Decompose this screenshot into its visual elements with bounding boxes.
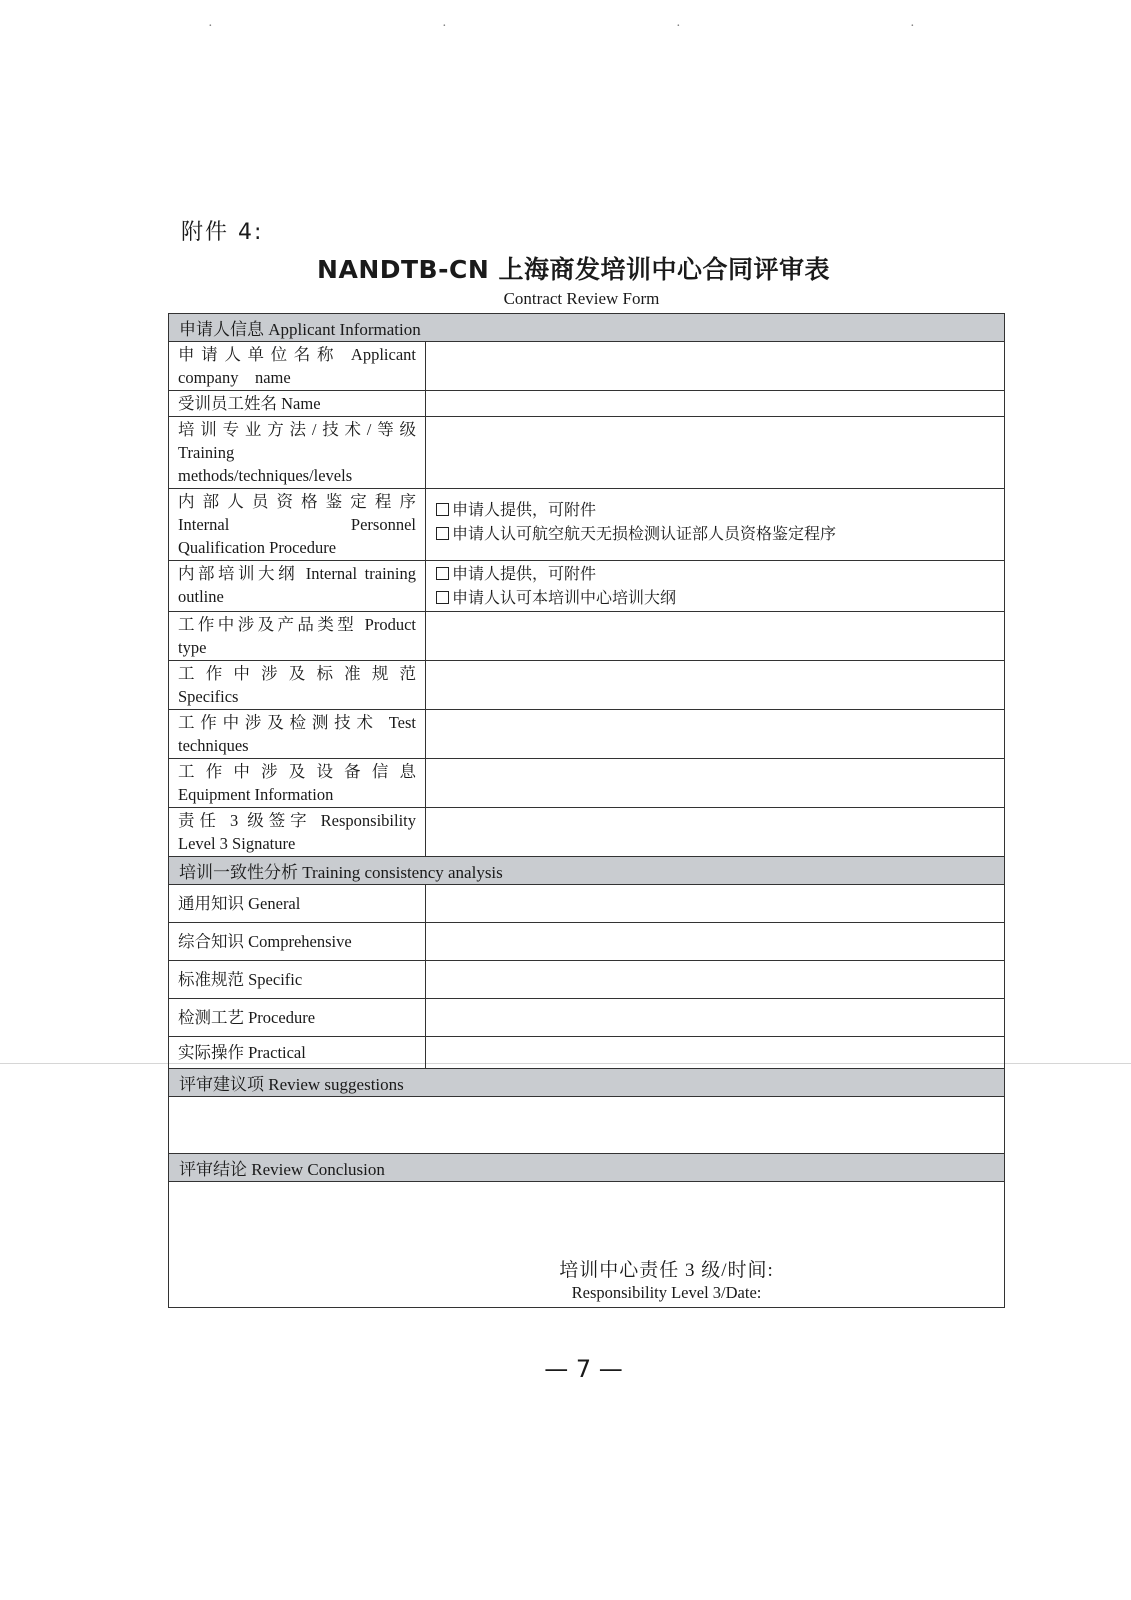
form-row bbox=[169, 710, 1004, 759]
section-applicant-header bbox=[169, 314, 1004, 342]
label-en: company name bbox=[178, 368, 291, 387]
label-en: methods/techniques/levels bbox=[178, 466, 353, 485]
option-row[interactable] bbox=[436, 587, 994, 611]
label-zh: 责任 3 级签字 Responsibility bbox=[178, 811, 416, 830]
option-label: 申请人认可本培训中心培训大纲 bbox=[452, 590, 677, 607]
checkbox[interactable] bbox=[436, 567, 449, 580]
label-zh: 工作中涉及设备信息 bbox=[178, 762, 416, 781]
form-row bbox=[169, 561, 1004, 612]
section-suggestions-header bbox=[169, 1069, 1004, 1097]
label-en: Internal Personnel bbox=[178, 515, 416, 534]
attachment-label: 附件 4: bbox=[181, 220, 264, 245]
option-label: 申请人提供，可附件 bbox=[452, 566, 597, 583]
signature-label-en: Responsibility Level 3/Date: bbox=[571, 1283, 762, 1302]
form-row bbox=[169, 923, 1004, 961]
row-label: 实际操作 Practical bbox=[169, 1037, 426, 1068]
row-label bbox=[169, 342, 426, 390]
row-label bbox=[169, 808, 426, 856]
label-en: Equipment Information bbox=[178, 785, 334, 804]
label-zh: 工作中涉及产品类型 Product bbox=[178, 615, 416, 634]
row-label bbox=[169, 417, 426, 488]
checkbox[interactable] bbox=[436, 527, 449, 540]
label-zh: 培训专业方法/技术/等级 bbox=[178, 420, 416, 439]
signature-label-zh: 培训中心责任 3 级/时间: bbox=[559, 1260, 774, 1281]
row-label bbox=[169, 391, 426, 416]
form-row bbox=[169, 417, 1004, 489]
row-label: 综合知识 Comprehensive bbox=[169, 923, 426, 960]
trainee-name-field[interactable] bbox=[426, 391, 1004, 416]
form-row bbox=[169, 1037, 1004, 1069]
review-suggestions-field[interactable] bbox=[169, 1097, 1004, 1154]
label-en: outline bbox=[178, 587, 224, 606]
label-en: Qualification Procedure bbox=[178, 538, 337, 557]
row-label bbox=[169, 710, 426, 758]
qualification-options bbox=[426, 489, 1004, 560]
review-conclusion-field[interactable] bbox=[169, 1182, 1004, 1307]
applicant-company-field[interactable] bbox=[426, 342, 1004, 390]
label-zh: 工作中涉及标准规范 bbox=[178, 664, 416, 683]
form-row bbox=[169, 489, 1004, 561]
label-en: techniques bbox=[178, 736, 249, 755]
specifics-field[interactable] bbox=[426, 661, 1004, 709]
form-row bbox=[169, 885, 1004, 923]
form-row bbox=[169, 612, 1004, 661]
option-label: 申请人提供，可附件 bbox=[452, 502, 597, 519]
practical-field[interactable] bbox=[426, 1047, 1004, 1059]
form-row bbox=[169, 759, 1004, 808]
label-zh: 内部人员资格鉴定程序 bbox=[178, 492, 416, 511]
section-title: 培训一致性分析 Training consistency analysis bbox=[179, 863, 503, 882]
label-en: type bbox=[178, 638, 207, 657]
product-type-field[interactable] bbox=[426, 612, 1004, 660]
test-techniques-field[interactable] bbox=[426, 710, 1004, 758]
specific-field[interactable] bbox=[426, 974, 1004, 986]
label-en: Level 3 Signature bbox=[178, 834, 296, 853]
section-training-header bbox=[169, 857, 1004, 885]
section-title: 评审结论 Review Conclusion bbox=[179, 1160, 385, 1179]
training-methods-field[interactable] bbox=[426, 417, 1004, 488]
contract-review-form bbox=[168, 313, 1005, 1308]
option-row[interactable] bbox=[436, 499, 994, 523]
page-subtitle: Contract Review Form bbox=[503, 289, 660, 308]
page-number: — 7 — bbox=[544, 1355, 623, 1383]
label-zh: 内部培训大纲 Internal training bbox=[178, 564, 416, 583]
level3-signature-field[interactable] bbox=[426, 808, 1004, 856]
form-row bbox=[169, 999, 1004, 1037]
label-zh: 受训员工姓名 Name bbox=[178, 394, 321, 413]
row-label: 检测工艺 Procedure bbox=[169, 999, 426, 1036]
form-row bbox=[169, 391, 1004, 417]
row-label bbox=[169, 489, 426, 560]
row-label bbox=[169, 612, 426, 660]
row-label: 通用知识 General bbox=[169, 885, 426, 922]
scan-mark: · bbox=[676, 19, 681, 34]
comprehensive-field[interactable] bbox=[426, 936, 1004, 948]
form-row bbox=[169, 661, 1004, 710]
option-label: 申请人认可航空航天无损检测认证部人员资格鉴定程序 bbox=[452, 526, 837, 543]
page-title: NANDTB-CN 上海商发培训中心合同评审表 bbox=[317, 255, 830, 284]
form-row bbox=[169, 808, 1004, 857]
section-conclusion-header bbox=[169, 1154, 1004, 1182]
label-zh: 申请人单位名称 Applicant bbox=[178, 345, 416, 364]
row-label: 标准规范 Specific bbox=[169, 961, 426, 998]
general-field[interactable] bbox=[426, 898, 1004, 910]
section-title: 申请人信息 Applicant Information bbox=[179, 320, 421, 339]
row-label bbox=[169, 661, 426, 709]
procedure-field[interactable] bbox=[426, 1012, 1004, 1024]
training-outline-options bbox=[426, 561, 1004, 611]
equipment-info-field[interactable] bbox=[426, 759, 1004, 807]
row-label bbox=[169, 561, 426, 611]
label-en: Specifics bbox=[178, 687, 239, 706]
checkbox[interactable] bbox=[436, 503, 449, 516]
form-row bbox=[169, 961, 1004, 999]
row-label bbox=[169, 759, 426, 807]
option-row[interactable] bbox=[436, 563, 994, 587]
label-zh: 工作中涉及检测技术 Test bbox=[178, 713, 416, 732]
scan-mark: · bbox=[910, 19, 915, 34]
scan-mark: · bbox=[208, 19, 213, 34]
section-title: 评审建议项 Review suggestions bbox=[179, 1075, 404, 1094]
scan-mark: · bbox=[442, 19, 447, 34]
label-en: Training bbox=[178, 443, 235, 462]
checkbox[interactable] bbox=[436, 591, 449, 604]
option-row[interactable] bbox=[436, 523, 994, 547]
form-row bbox=[169, 342, 1004, 391]
